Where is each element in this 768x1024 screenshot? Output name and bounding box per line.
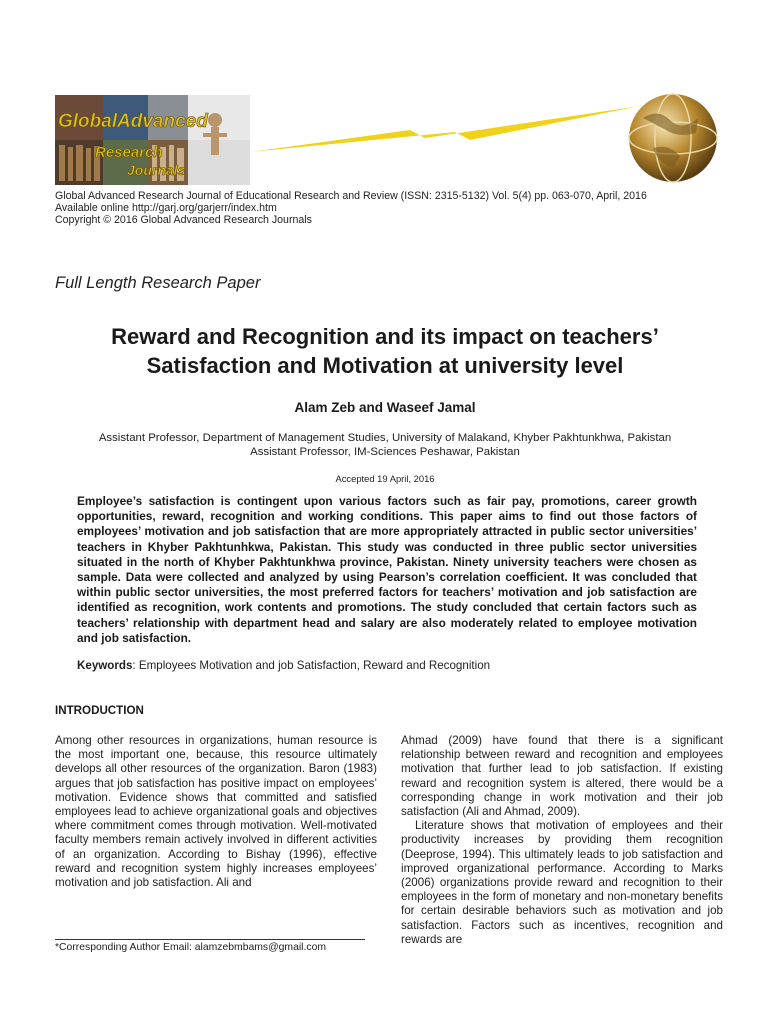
intro-left-paragraph: Among other resources in organizations, human resource is the most important one, because, this resource ultimately develops all other resources of the organization. Baron (1983) argues that job satisfaction has positive impact on employees’ motivation. Evidence shows that committed and satisfied employees lead to achieve organizational goals and objectives where commitment comes through motivation. Well-motivated faculty members remain actively involved in different activities of an organization. According to Bishay (1996), effective reward and recognition system highly increases employees’ motivation and job satisfaction. Ali and: [55, 734, 377, 890]
keywords-label: Keywords: [77, 659, 133, 672]
affiliation-2: Assistant Professor, IM-Sciences Peshawar, Pakistan: [250, 446, 520, 458]
introduction-right-column: [401, 734, 723, 947]
intro-right-paragraph-2: Literature shows that motivation of employees and their productivity increases by providing them recognition (Deeprose, 1994). This ultimately leads to job satisfaction and improved organizational performance. According to Marks (2006) organizations provide reward and recognition to their employees in the form of monetary and non-monetary benefits for certain desirable behaviors such as motivation and job satisfaction. Factors such as incentives, recognition and rewards are: [401, 819, 723, 946]
logo-word-global: Global: [58, 111, 118, 132]
globe-icon: [618, 88, 728, 193]
keywords-text: : Employees Motivation and job Satisfaction, Reward and Recognition: [132, 659, 491, 672]
title-line-2: Satisfaction and Motivation at university level: [146, 353, 624, 378]
keywords: [77, 659, 697, 672]
logo-word-advanced: Advanced: [117, 111, 208, 132]
online-availability: Available online http://garj.org/garjerr/index.htm: [55, 202, 277, 214]
accepted-date: Accepted 19 April, 2016: [335, 473, 435, 484]
logo-word-research: Research: [95, 144, 163, 161]
paper-title: [40, 322, 730, 380]
paper-type-label: Full Length Research Paper: [55, 274, 261, 292]
lightning-bolt-graphic: [250, 100, 640, 165]
journal-citation: Global Advanced Research Journal of Educational Research and Review (ISSN: 2315-5132) Vol. 5(4) pp. 063-070, April, 2016: [55, 190, 647, 202]
affiliation-1: Assistant Professor, Department of Management Studies, University of Malakand, Khyber Pakhtunkhwa, Pakistan: [98, 432, 672, 444]
introduction-heading: INTRODUCTION: [55, 704, 144, 717]
journal-logo-banner: [55, 95, 250, 185]
copyright-notice: Copyright © 2016 Global Advanced Research Journals: [55, 214, 312, 226]
logo-word-journals: Journals: [127, 162, 186, 178]
footnote-divider: [55, 939, 365, 940]
abstract: Employee’s satisfaction is contingent upon various factors such as fair pay, promotions, career growth opportunities, reward, recognition and working conditions. This paper aims to find out those factors of employees’ motivation and job satisfaction that are more appropriately attracted in public sector universities’ teachers in Khyber Pakhtunhkwa, Pakistan. This study was conducted in three public sector universities situated in the north of Khyber Pakhtunkhwa province, Pakistan. Ninety university teachers were chosen as sample. Data were collected and analyzed by using Pearson’s correlation coefficient. It was concluded that within public sector universities, the most preferred factors for teachers’ motivation and job satisfaction are identified as recognition, work contents and promotions. The study concluded that certain factors such as teachers’ relationship with department head and salary are also moderately related to employee motivation and job satisfaction.: [77, 494, 697, 645]
introduction-left-column: [55, 734, 377, 890]
corresponding-author-footnote: *Corresponding Author Email: alamzebmbams@gmail.com: [55, 942, 327, 953]
intro-right-paragraph-1: Ahmad (2009) have found that there is a significant relationship between reward and recognition and employees motivation that further lead to job satisfaction. If existing reward and recognition system is altered, there would be a corresponding change in work motivation and their job satisfaction (Ali and Ahmad, 2009).: [401, 734, 723, 819]
title-line-1: Reward and Recognition and its impact on teachers’: [111, 324, 659, 349]
authors: Alam Zeb and Waseef Jamal: [294, 400, 476, 415]
